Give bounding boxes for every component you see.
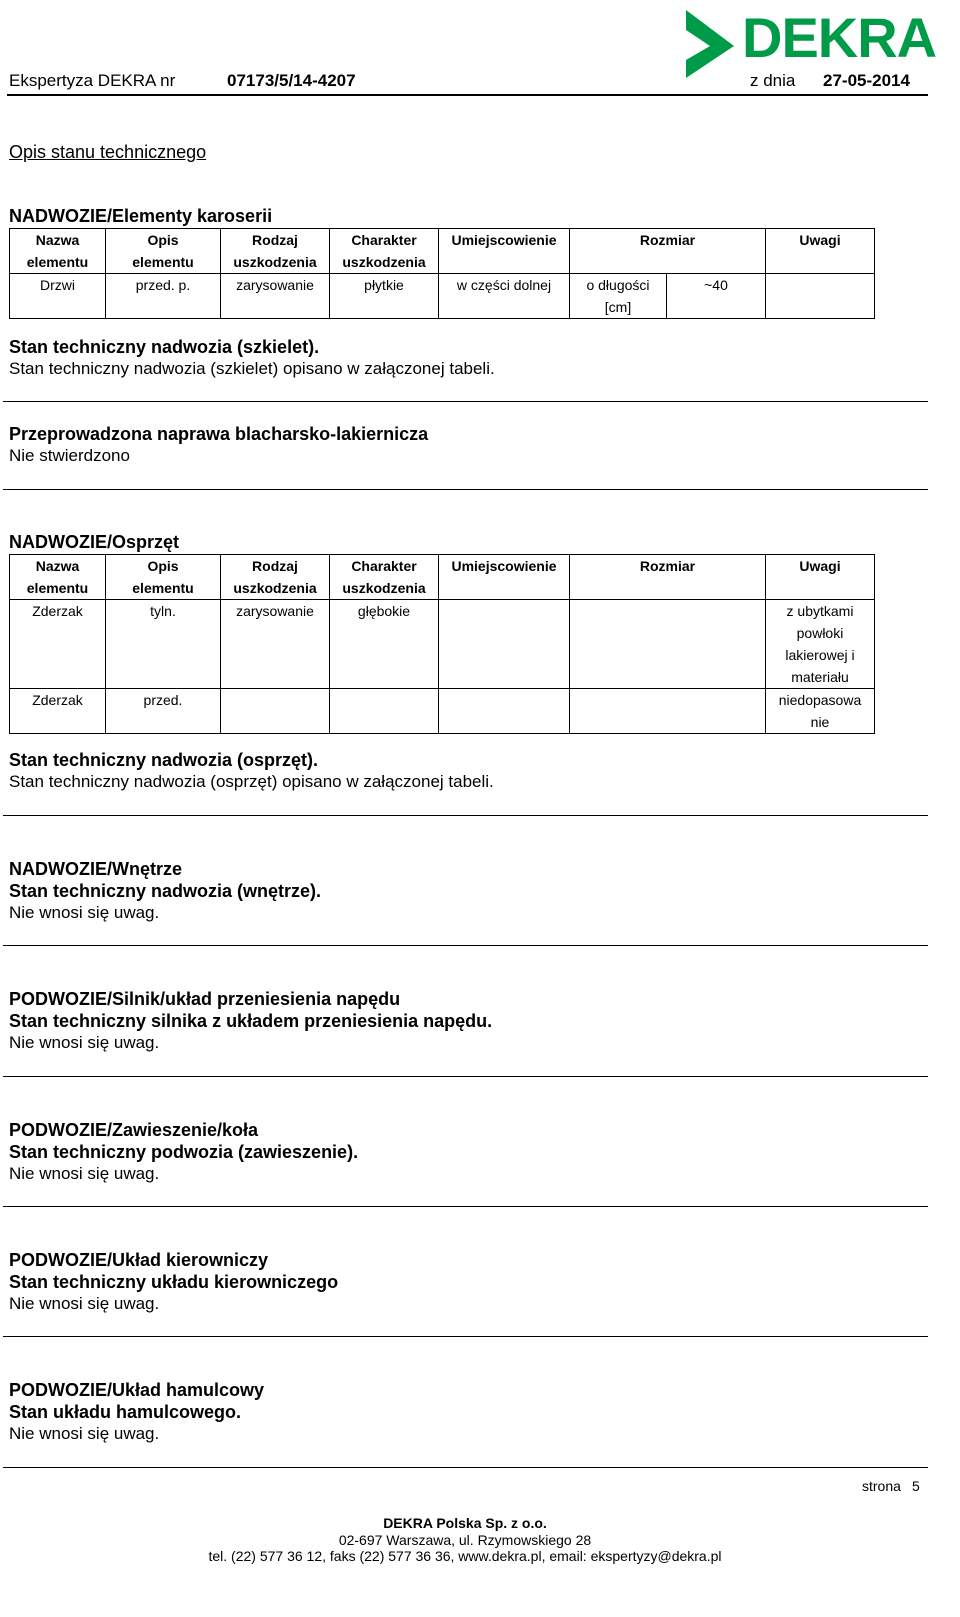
cell-character	[330, 689, 439, 734]
cell-desc: przed.	[106, 689, 221, 734]
cell-name: Zderzak	[10, 600, 106, 689]
repair-heading: Przeprowadzona naprawa blacharsko-lakiernicza	[9, 424, 429, 444]
cell-location	[439, 600, 570, 689]
report-date: 27-05-2014	[823, 71, 910, 90]
cell-size-value: ~40	[667, 274, 766, 319]
repair-text: Nie stwierdzono	[9, 446, 130, 465]
table-row	[10, 689, 875, 734]
col-header: Rozmiar	[570, 555, 766, 600]
col-header: Opis elementu	[106, 229, 221, 274]
fittings-state-heading: Stan techniczny nadwozia (osprzęt).	[9, 750, 319, 770]
table-row	[10, 274, 875, 319]
cell-type	[221, 689, 330, 734]
col-header: Nazwa elementu	[10, 229, 106, 274]
interior-state-text: Nie wnosi się uwag.	[9, 903, 160, 922]
cell-type: zarysowanie	[221, 274, 330, 319]
col-header: Opis elementu	[106, 555, 221, 600]
table-row	[10, 600, 875, 689]
col-header: Nazwa elementu	[10, 555, 106, 600]
cell-notes	[766, 274, 875, 319]
brakes-state-heading: Stan układu hamulcowego.	[9, 1402, 242, 1422]
col-header: Uwagi	[766, 555, 875, 600]
report-number: 07173/5/14-4207	[227, 71, 356, 90]
col-header: Rodzaj uszkodzenia	[221, 229, 330, 274]
report-date-label: z dnia	[750, 71, 796, 90]
col-header: Rodzaj uszkodzenia	[221, 555, 330, 600]
brakes-heading: PODWOZIE/Układ hamulcowy	[9, 1380, 265, 1400]
cell-notes: z ubytkami powłoki lakierowej i materiału	[766, 600, 875, 689]
col-header: Uwagi	[766, 229, 875, 274]
footer-divider	[3, 1467, 928, 1468]
brakes-state-text: Nie wnosi się uwag.	[9, 1424, 160, 1443]
cell-location	[439, 689, 570, 734]
page-label: strona	[862, 1478, 901, 1494]
col-header: Charakter uszkodzenia	[330, 229, 439, 274]
cell-character: płytkie	[330, 274, 439, 319]
col-header: Umiejscowienie	[439, 229, 570, 274]
section-divider	[3, 945, 928, 946]
col-header: Charakter uszkodzenia	[330, 555, 439, 600]
body-elements-heading: NADWOZIE/Elementy karoserii	[9, 206, 273, 226]
cell-desc: tyln.	[106, 600, 221, 689]
section-divider	[3, 815, 928, 816]
section-divider	[3, 1336, 928, 1337]
footer-contact: tel. (22) 577 36 12, faks (22) 577 36 36, www.dekra.pl, email: ekspertyzy@dekra.pl	[208, 1548, 722, 1564]
body-state-text: Stan techniczny nadwozia (szkielet) opisano w załączonej tabeli.	[9, 359, 495, 378]
section-divider	[3, 489, 928, 490]
section-divider	[3, 1206, 928, 1207]
suspension-state-heading: Stan techniczny podwozia (zawieszenie).	[9, 1142, 359, 1162]
cell-name: Drzwi	[10, 274, 106, 319]
col-header: Umiejscowienie	[439, 555, 570, 600]
interior-heading: NADWOZIE/Wnętrze	[9, 859, 182, 879]
engine-state-text: Nie wnosi się uwag.	[9, 1033, 160, 1052]
footer-address: 02-697 Warszawa, ul. Rzymowskiego 28	[338, 1532, 592, 1548]
cell-size	[570, 689, 766, 734]
steering-heading: PODWOZIE/Układ kierowniczy	[9, 1250, 269, 1270]
fittings-heading: NADWOZIE/Osprzęt	[9, 532, 180, 552]
steering-state-heading: Stan techniczny układu kierowniczego	[9, 1272, 339, 1292]
engine-heading: PODWOZIE/Silnik/układ przeniesienia napędu	[9, 989, 401, 1009]
cell-location: w części dolnej	[439, 274, 570, 319]
page-number: 5	[912, 1478, 920, 1494]
cell-type: zarysowanie	[221, 600, 330, 689]
brand-wordmark: DEKRA	[742, 6, 937, 69]
fittings-state-text: Stan techniczny nadwozia (osprzęt) opisano w załączonej tabeli.	[9, 772, 494, 791]
body-state-heading: Stan techniczny nadwozia (szkielet).	[9, 337, 320, 357]
fittings-table	[9, 554, 875, 734]
section-title: Opis stanu technicznego	[9, 142, 207, 162]
section-divider	[3, 1076, 928, 1077]
table-header-row	[10, 229, 875, 274]
suspension-state-text: Nie wnosi się uwag.	[9, 1164, 160, 1183]
body-elements-table	[9, 228, 875, 319]
cell-name: Zderzak	[10, 689, 106, 734]
table-header-row	[10, 555, 875, 600]
suspension-heading: PODWOZIE/Zawieszenie/koła	[9, 1120, 259, 1140]
section-divider	[3, 401, 928, 402]
cell-size-label: o długości [cm]	[570, 274, 667, 319]
steering-state-text: Nie wnosi się uwag.	[9, 1294, 160, 1313]
cell-desc: przed. p.	[106, 274, 221, 319]
interior-state-heading: Stan techniczny nadwozia (wnętrze).	[9, 881, 322, 901]
cell-character: głębokie	[330, 600, 439, 689]
col-header: Rozmiar	[570, 229, 766, 274]
engine-state-heading: Stan techniczny silnika z układem przeniesienia napędu.	[9, 1011, 493, 1031]
header-rule	[7, 94, 928, 96]
report-title-label: Ekspertyza DEKRA nr	[9, 71, 176, 90]
cell-notes: niedopasowa nie	[766, 689, 875, 734]
footer-company: DEKRA Polska Sp. z o.o.	[383, 1515, 547, 1531]
cell-size	[570, 600, 766, 689]
